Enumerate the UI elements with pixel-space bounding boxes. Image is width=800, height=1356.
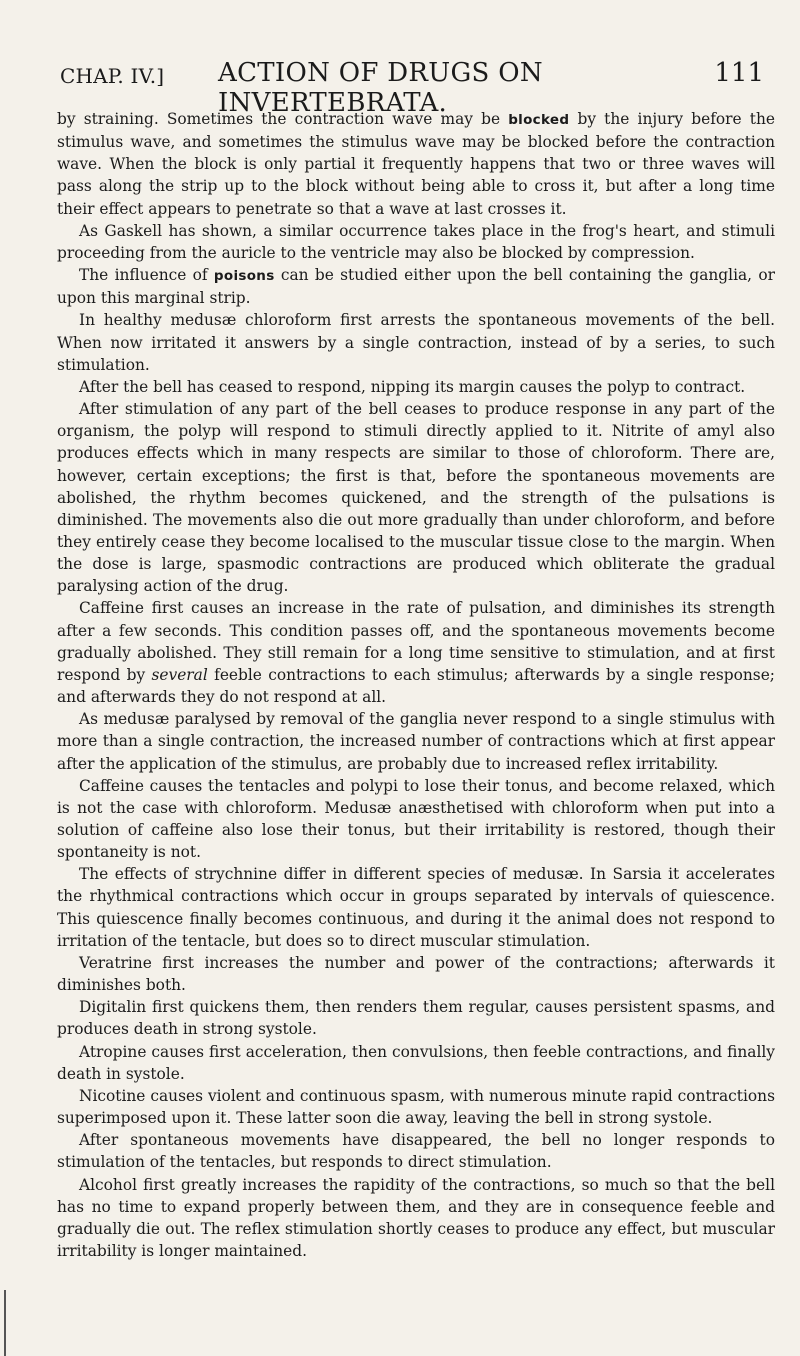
paragraph — [57, 108, 775, 220]
paragraph — [57, 220, 775, 264]
text-run: Caffeine first causes an increase in the rate of pulsation, and diminishes its strength after a few seconds. This condition passes off, and the spontaneous movements become gradually abolished. They still remain for a long time sensitive to stimulation, and at first respond by — [57, 599, 775, 684]
page-number: 111 — [714, 58, 764, 88]
bold-term: blocked — [508, 112, 570, 128]
italic-term: several — [151, 665, 208, 684]
paragraph — [57, 1041, 775, 1085]
text-run: feeble contractions to each stimulus; afterwards by a single response; and afterwards they do not respond at all. — [57, 665, 775, 707]
running-header — [50, 58, 764, 118]
text-run: can be studied either upon the bell containing the ganglia, or upon this marginal strip. — [57, 266, 775, 308]
text-run: The influence of — [79, 266, 214, 285]
paragraph — [57, 264, 775, 309]
paragraph — [57, 863, 775, 952]
paragraph — [57, 597, 775, 708]
paragraph — [57, 996, 775, 1040]
text-run: The effects of strychnine differ in different species of medusæ. In Sarsia it accelerates the rhythmical contractions which occur in groups separated by intervals of quiescence. This quiescence finally becomes continuous, and during it the animal does not respond to irritation of the tentacle, but does so to direct muscular stimulation. — [57, 865, 775, 950]
paragraph — [57, 376, 775, 398]
paragraph — [57, 1085, 775, 1129]
text-run: Alcohol first greatly increases the rapidity of the contractions, so much so that the bell has no time to expand properly between them, and they are in consequence feeble and gradually die out. The reflex stimulation shortly ceases to produce any effect, but muscular irritability is longer maintained. — [57, 1175, 775, 1260]
text-run: Atropine causes first acceleration, then convulsions, then feeble contractions, and finally death in systole. — [57, 1042, 775, 1083]
body-text — [57, 108, 775, 1262]
paragraph — [57, 1129, 775, 1173]
text-run: After the bell has ceased to respond, nipping its margin causes the polyp to contract. — [79, 377, 746, 396]
text-run: After spontaneous movements have disappeared, the bell no longer responds to stimulation of the tentacles, but responds to direct stimulation. — [57, 1131, 775, 1172]
paragraph — [57, 309, 775, 375]
paragraph — [57, 952, 775, 996]
margin-rule — [4, 1290, 6, 1356]
text-run: As Gaskell has shown, a similar occurrence takes place in the frog's heart, and stimuli proceeding from the auricle to the ventricle may also be blocked by compression. — [57, 221, 775, 262]
paragraph — [57, 775, 775, 864]
paragraph — [57, 708, 775, 774]
chapter-label: CHAP. IV.] — [60, 64, 165, 88]
text-run: In healthy medusæ chloroform first arrests the spontaneous movements of the bell. When now irritated it answers by a single contraction, instead of by a series, to such stimulation. — [57, 311, 775, 374]
paragraph — [57, 1174, 775, 1263]
text-run: Veratrine first increases the number and power of the contractions; afterwards it diminishes both. — [57, 953, 775, 995]
text-run: Digitalin first quickens them, then renders them regular, causes persistent spasms, and produces death in strong systole. — [57, 998, 775, 1039]
text-run: After stimulation of any part of the bell ceases to produce response in any part of the organism, the polyp will respond to stimuli directly applied to it. Nitrite of amyl also produces effects which in many respects are similar to those of chloroform. There are, however, certain exceptions; the first is that, before the spontaneous movements are abolished, the rhythm becomes quickened, and the strength of the pulsations is diminished. The movements also die out more gradually than under chloroform, and before they entirely cease they become localised to the muscular tissue close to the margin. When the dose is large, spasmodic contractions are produced which obliterate the gradual paralysing action of the drug. — [57, 400, 775, 596]
text-run: As medusæ paralysed by removal of the ganglia never respond to a single stimulus with more than a single contraction, the increased number of contractions which at first appear after the application of the stimulus, are probably due to increased reflex irritability. — [57, 710, 775, 773]
text-run: Nicotine causes violent and continuous spasm, with numerous minute rapid contractions superimposed upon it. These latter soon die away, leaving the bell in strong systole. — [57, 1086, 775, 1128]
paragraph — [57, 398, 775, 597]
text-run: by the injury before the stimulus wave, and sometimes the stimulus wave may be blocked before the contraction wave. When the block is only partial it frequently happens that two or three waves will pass along the strip up to the block without being able to cross it, but after a long time their effect appears to penetrate so that a wave at last crosses it. — [57, 110, 775, 218]
text-run: Caffeine causes the tentacles and polypi to lose their tonus, and become relaxed, which is not the case with chloroform. Medusæ anæsthetised with chloroform when put into a solution of caffeine also lose their tonus, but their irritability is restored, though their spontaneity is not. — [57, 776, 775, 862]
text-run: by straining. Sometimes the contraction wave may be — [57, 110, 509, 128]
running-title: ACTION OF DRUGS ON INVERTEBRATA. — [218, 58, 543, 118]
bold-term: poisons — [213, 268, 275, 285]
